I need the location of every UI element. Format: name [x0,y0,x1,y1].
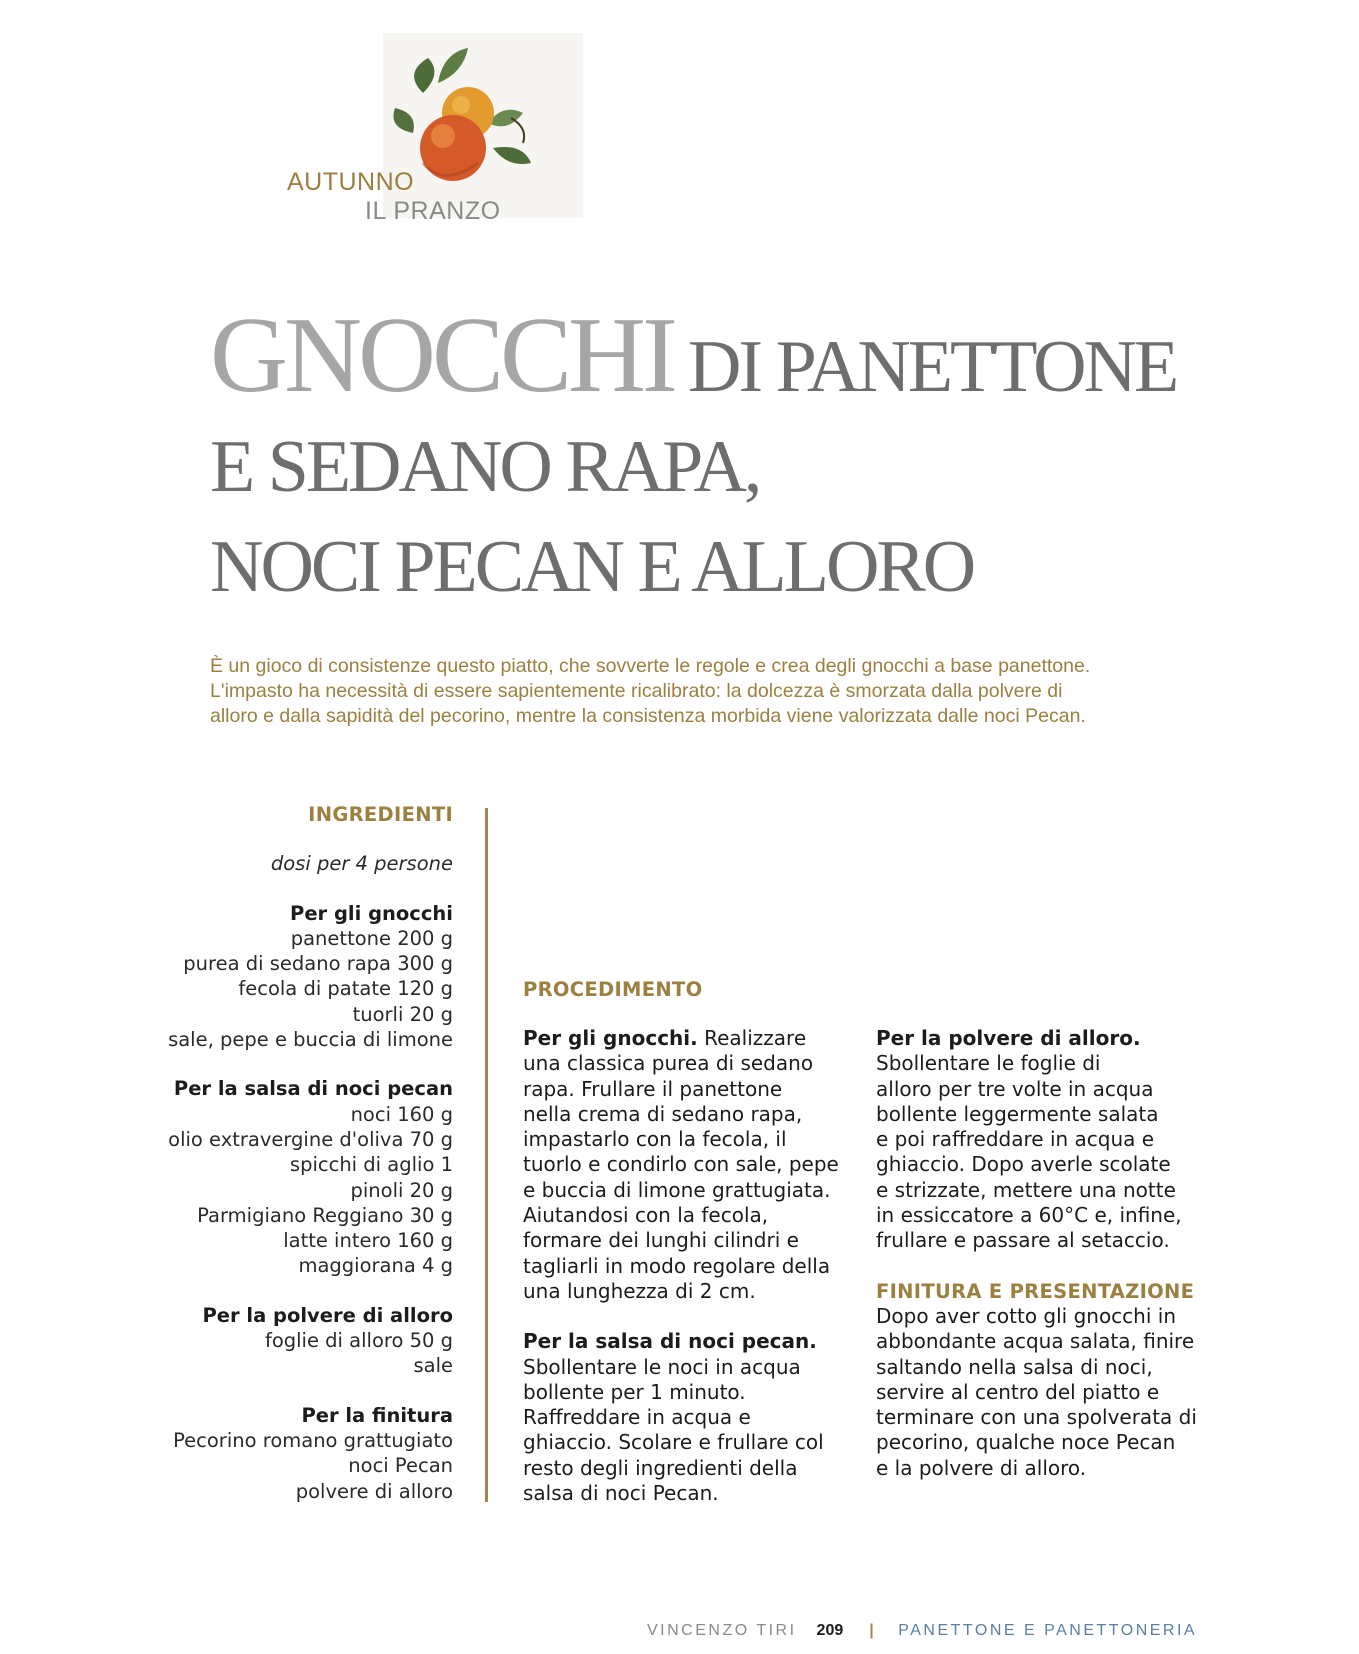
procedure-salsa [523,1329,863,1506]
page-number: 209 [816,1622,844,1639]
step-text: terminare con una spolverata di [876,1405,1197,1430]
procedure-polvere [876,1026,1216,1254]
step-text: e buccia di limone grattugiata. [523,1177,831,1202]
step-text: formare dei lunghi cilindri e [523,1228,799,1253]
ingredient-item: latte intero 160 g [283,1229,453,1253]
meal-label: IL PRANZO [365,197,501,225]
footer-book-title: PANETTONE E PANETTONERIA [898,1622,1198,1639]
ingredient-item: noci Pecan [348,1454,453,1478]
intro-paragraph [210,654,1210,729]
procedure-finitura [876,1279,1216,1481]
step-text: tagliarli in modo regolare della [523,1253,831,1278]
ingredient-group-title: Per la salsa di noci pecan [173,1077,453,1101]
ingredient-item: polvere di alloro [295,1479,453,1503]
intro-line: alloro e dalla sapidità del pecorino, mentre la consistenza morbida viene valorizzata dalle noci Pecan. [210,705,1086,727]
procedure-gnocchi [523,1026,863,1304]
ingredient-group-title: Per la finitura [301,1403,453,1427]
ingredient-item: noci 160 g [350,1102,453,1126]
recipe-title-line-1 [210,296,1177,415]
step-text: e poi raffreddare in acqua e [876,1127,1155,1152]
step-text: ghiaccio. Dopo averle scolate [876,1152,1171,1177]
intro-line: L'impasto ha necessità di essere sapientemente ricalibrato: la dolcezza è smorzata dalla polvere di [210,680,1063,702]
ingredient-group-salsa [120,1076,453,1278]
step-text: salsa di noci Pecan. [523,1481,719,1506]
step-text: rapa. Frullare il panettone [523,1076,783,1101]
step-text: servire al centro del piatto e [876,1379,1160,1404]
ingredient-item: pinoli 20 g [350,1178,453,1202]
step-text: pecorino, qualche noce Pecan [876,1430,1176,1455]
footer-separator: | [869,1622,877,1639]
section-label [287,168,501,226]
step-text: alloro per tre volte in acqua [876,1076,1154,1101]
ingredients-heading: INGREDIENTI [308,803,453,826]
ingredient-item: maggiorana 4 g [298,1254,453,1278]
step-text: Raffreddare in acqua e [523,1405,751,1430]
servings-note: dosi per 4 persone [270,852,453,876]
recipe-title-line-3: NOCI PECAN E ALLORO [210,526,974,608]
ingredient-item: panettone 200 g [290,926,453,950]
step-text: impastarlo con la fecola, il [523,1127,787,1152]
ingredient-group-title: Per gli gnocchi [290,901,453,925]
footer-author: VINCENZO TIRI [647,1622,797,1639]
ingredient-item: tuorli 20 g [352,1002,453,1026]
step-text: ghiaccio. Scolare e frullare col [523,1430,824,1455]
procedure-column-2 [876,1026,1216,1506]
step-text: Dopo aver cotto gli gnocchi in [876,1303,1176,1328]
ingredients-column [120,802,453,1528]
step-text: Sbollentare le noci in acqua [523,1354,801,1379]
step-text: in essiccatore a 60°C e, infine, [876,1203,1182,1228]
ingredient-group-title: Per la polvere di alloro [202,1303,453,1327]
ingredient-item: foglie di alloro 50 g [264,1329,453,1353]
step-text: Realizzare [697,1026,807,1050]
ingredient-group-gnocchi [120,901,453,1053]
ingredient-item: Pecorino romano grattugiato [173,1428,453,1452]
step-title: Per gli gnocchi. [523,1026,698,1050]
step-text: nella crema di sedano rapa, [523,1101,803,1126]
page-footer [647,1622,1197,1640]
title-line-1-rest: DI PANETTONE [688,326,1177,408]
ingredient-item: sale, pepe e buccia di limone [168,1028,453,1052]
step-text: saltando nella salsa di noci, [876,1354,1153,1379]
step-text: abbondante acqua salata, finire [876,1329,1195,1354]
step-text: Sbollentare le foglie di [876,1051,1101,1076]
ingredient-item: Parmigiano Reggiano 30 g [197,1203,453,1227]
title-main-word: GNOCCHI [210,296,675,415]
ingredient-item: fecola di patate 120 g [238,977,453,1001]
step-title: Per la salsa di noci pecan. [523,1329,817,1354]
season-label: AUTUNNO [287,168,415,196]
step-text: Aiutandosi con la fecola, [523,1203,769,1228]
step-text: una classica purea di sedano [523,1051,814,1076]
ingredient-group-finitura [120,1403,453,1504]
procedure-heading: PROCEDIMENTO [523,978,703,1001]
step-title: Per la polvere di alloro. [876,1026,1141,1050]
procedure-column-1 [523,1026,863,1531]
step-text: una lunghezza di 2 cm. [523,1278,756,1303]
ingredient-item: purea di sedano rapa 300 g [183,952,453,976]
finishing-heading: FINITURA E PRESENTAZIONE [876,1279,1195,1303]
step-text: tuorlo e condirlo con sale, pepe [523,1152,839,1177]
intro-line: È un gioco di consistenze questo piatto, che sovverte le regole e crea degli gnocchi a base panettone. [210,655,1091,677]
step-text: resto degli ingredienti della [523,1455,798,1480]
step-text: e la polvere di alloro. [876,1455,1087,1480]
ingredient-item: spicchi di aglio 1 [289,1153,453,1177]
step-text: e strizzate, mettere una notte [876,1177,1176,1202]
step-text: bollente per 1 minuto. [523,1379,746,1404]
ingredient-group-polvere [120,1303,453,1379]
step-text: frullare e passare al setaccio. [876,1228,1170,1253]
step-text: bollente leggermente salata [876,1101,1159,1126]
column-divider [485,808,488,1502]
ingredient-item: sale [413,1354,453,1378]
recipe-title-line-2: E SEDANO RAPA, [210,426,760,508]
ingredient-item: olio extravergine d'oliva 70 g [168,1127,453,1151]
